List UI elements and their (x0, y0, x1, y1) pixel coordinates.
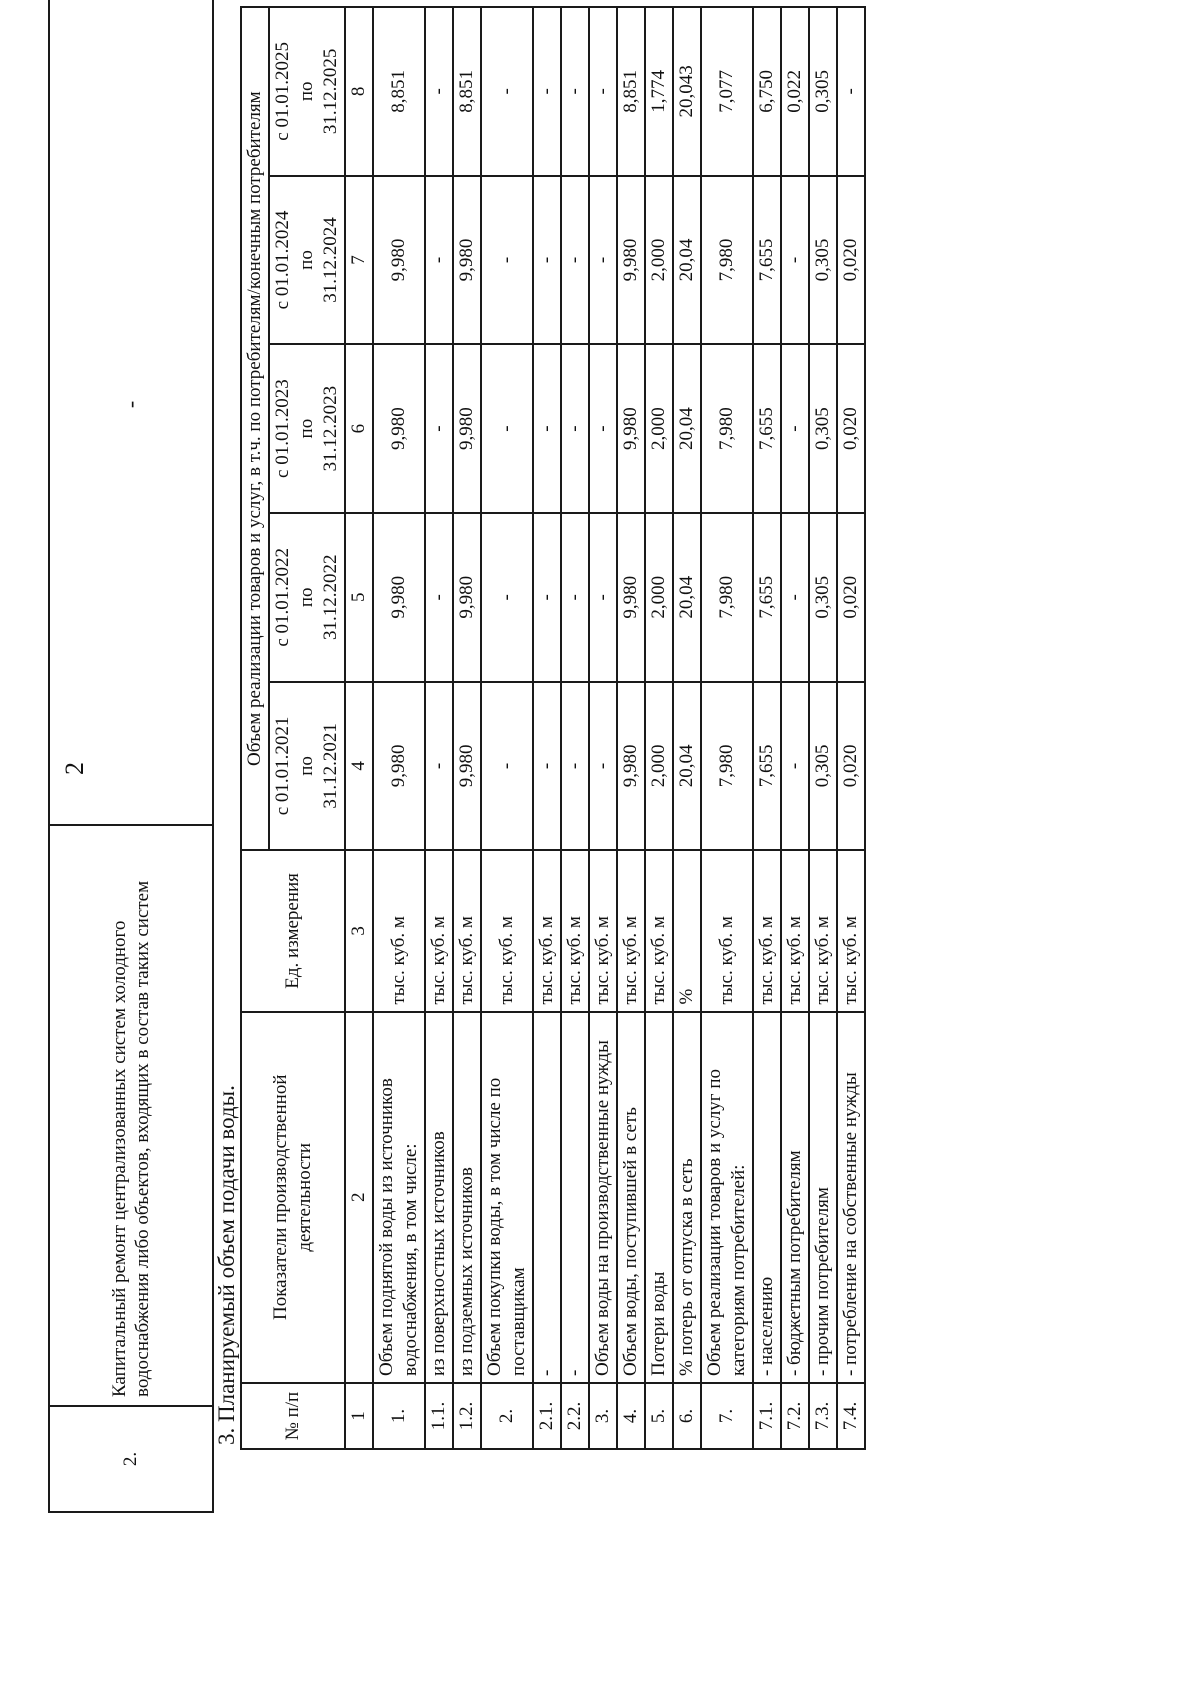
row-number: 5. (645, 1383, 673, 1449)
row-value: 2,000 (645, 513, 673, 682)
row-value: 7,980 (701, 682, 753, 851)
index-cell: 3 (345, 850, 373, 1011)
row-value: 8,851 (373, 7, 425, 176)
row-value: 2,000 (645, 682, 673, 851)
table-row (561, 7, 589, 1449)
row-unit: тыс. куб. м (837, 850, 865, 1011)
row-value: - (533, 176, 561, 345)
row-value: 9,980 (617, 513, 645, 682)
row-value: - (781, 344, 809, 513)
index-cell: 8 (345, 7, 373, 176)
row-value: 7,655 (753, 513, 781, 682)
table-row (701, 7, 753, 1449)
row-value: 2,000 (645, 344, 673, 513)
header-num: № п/п (241, 1383, 345, 1449)
row-value: 7,980 (701, 513, 753, 682)
row-number: 6. (673, 1383, 701, 1449)
row-value: - (561, 513, 589, 682)
row-value: 9,980 (617, 344, 645, 513)
row-unit: тыс. куб. м (533, 850, 561, 1011)
row-value: - (589, 344, 617, 513)
water-supply-table (240, 6, 866, 1450)
row-unit: тыс. куб. м (753, 850, 781, 1011)
row-value: 7,655 (753, 344, 781, 513)
row-value: 20,04 (673, 344, 701, 513)
row-value: - (481, 176, 533, 345)
row-value: 7,980 (701, 344, 753, 513)
row-number: 7.3. (809, 1383, 837, 1449)
row-value: - (561, 7, 589, 176)
row-unit: тыс. куб. м (425, 850, 453, 1011)
row-value: 20,04 (673, 513, 701, 682)
row-value: 0,305 (809, 513, 837, 682)
row-unit: % (673, 850, 701, 1011)
row-value: 9,980 (373, 344, 425, 513)
row-value: 0,020 (837, 176, 865, 345)
row-value: 0,020 (837, 513, 865, 682)
table-row (617, 7, 645, 1449)
row-unit: тыс. куб. м (617, 850, 645, 1011)
row-value: 9,980 (373, 513, 425, 682)
row-indicator: Объем воды, поступившей в сеть (617, 1012, 645, 1383)
row-value: 9,980 (373, 682, 425, 851)
row-value: - (589, 176, 617, 345)
row-text: Капитальный ремонт централизованных систем холодного водоснабжения либо объектов, входящих в состав таких систем (49, 825, 213, 1406)
row-value: - (533, 344, 561, 513)
row-value: 0,020 (837, 682, 865, 851)
row-value: 0,305 (809, 682, 837, 851)
header-row (241, 7, 269, 1449)
row-value: 9,980 (453, 682, 481, 851)
row-value: - (533, 7, 561, 176)
header-unit: Ед. измерения (241, 850, 345, 1011)
table-row (49, 0, 213, 1512)
row-value: - (561, 344, 589, 513)
row-value: 0,305 (809, 344, 837, 513)
row-unit: тыс. куб. м (645, 850, 673, 1011)
row-value: - (481, 513, 533, 682)
row-value: - (425, 344, 453, 513)
row-indicator: - потребление на собственные нужды (837, 1012, 865, 1383)
row-number: 2.1. (533, 1383, 561, 1449)
row-number: 1.1. (425, 1383, 453, 1449)
row-unit: тыс. куб. м (453, 850, 481, 1011)
table-row (837, 7, 865, 1449)
row-value: - (49, 0, 213, 825)
row-number: 7.2. (781, 1383, 809, 1449)
row-number: 2.2. (561, 1383, 589, 1449)
row-value: - (781, 682, 809, 851)
row-indicator: % потерь от отпуска в сеть (673, 1012, 701, 1383)
row-indicator: - бюджетным потребителям (781, 1012, 809, 1383)
row-number: 1. (373, 1383, 425, 1449)
row-number: 4. (617, 1383, 645, 1449)
row-value: 7,980 (701, 176, 753, 345)
row-value: 0,020 (837, 344, 865, 513)
row-value: - (589, 7, 617, 176)
row-number: 2. (481, 1383, 533, 1449)
table-row (781, 7, 809, 1449)
capital-repair-table (48, 0, 214, 1513)
row-value: - (425, 7, 453, 176)
row-number: 1.2. (453, 1383, 481, 1449)
row-value: 8,851 (453, 7, 481, 176)
row-value: - (425, 176, 453, 345)
row-unit: тыс. куб. м (809, 850, 837, 1011)
row-number: 7. (701, 1383, 753, 1449)
header-indicator: Показатели производственной деятельности (241, 1012, 345, 1383)
row-value: 9,980 (617, 176, 645, 345)
row-unit: тыс. куб. м (701, 850, 753, 1011)
index-cell: 6 (345, 344, 373, 513)
row-indicator: Потери воды (645, 1012, 673, 1383)
row-indicator: - (533, 1012, 561, 1383)
index-cell: 4 (345, 682, 373, 851)
header-period: с 01.01.2025 по 31.12.2025 (269, 7, 345, 176)
row-value: 0,305 (809, 7, 837, 176)
header-period: с 01.01.2022 по 31.12.2022 (269, 513, 345, 682)
row-value: 8,851 (617, 7, 645, 176)
row-indicator: из поверхностных источников (425, 1012, 453, 1383)
row-value: 7,655 (753, 682, 781, 851)
row-value: - (425, 682, 453, 851)
row-value: 9,980 (373, 176, 425, 345)
row-indicator: Объем покупки воды, в том числе по поставщикам (481, 1012, 533, 1383)
table-row (481, 7, 533, 1449)
row-value: 20,04 (673, 176, 701, 345)
header-period: с 01.01.2021 по 31.12.2021 (269, 682, 345, 851)
row-indicator: - прочим потребителям (809, 1012, 837, 1383)
index-cell: 7 (345, 176, 373, 345)
row-value: 7,077 (701, 7, 753, 176)
row-number: 7.4. (837, 1383, 865, 1449)
row-value: - (425, 513, 453, 682)
index-cell: 5 (345, 513, 373, 682)
row-value: 0,022 (781, 7, 809, 176)
header-group: Объем реализации товаров и услуг, в т.ч. по потребителям/конечным потребителям (241, 7, 269, 850)
row-value: 9,980 (453, 513, 481, 682)
index-cell: 2 (345, 1012, 373, 1383)
row-value: 9,980 (453, 344, 481, 513)
row-value: - (837, 7, 865, 176)
table-row (589, 7, 617, 1449)
section-title: 3. Планируемый объем подачи воды. (214, 1085, 239, 1445)
index-cell: 1 (345, 1383, 373, 1449)
row-unit: тыс. куб. м (373, 850, 425, 1011)
row-value: 2,000 (645, 176, 673, 345)
table-row (453, 7, 481, 1449)
page-number: 2 (60, 762, 89, 775)
row-value: - (561, 682, 589, 851)
table-row (645, 7, 673, 1449)
header-period: с 01.01.2024 по 31.12.2024 (269, 176, 345, 345)
row-value: - (781, 176, 809, 345)
index-row (345, 7, 373, 1449)
header-period: с 01.01.2023 по 31.12.2023 (269, 344, 345, 513)
row-value: - (533, 513, 561, 682)
row-value: - (481, 7, 533, 176)
row-indicator: Объем воды на производственные нужды (589, 1012, 617, 1383)
row-value: 9,980 (453, 176, 481, 345)
row-indicator: - населению (753, 1012, 781, 1383)
row-value: 0,305 (809, 176, 837, 345)
row-unit: тыс. куб. м (589, 850, 617, 1011)
row-number: 2. (49, 1406, 213, 1512)
row-unit: тыс. куб. м (481, 850, 533, 1011)
row-indicator: из подземных источников (453, 1012, 481, 1383)
row-indicator: - (561, 1012, 589, 1383)
row-value: - (589, 682, 617, 851)
table-row (425, 7, 453, 1449)
table-row (533, 7, 561, 1449)
row-indicator: Объем реализации товаров и услуг по категориям потребителей: (701, 1012, 753, 1383)
row-value: - (481, 682, 533, 851)
row-value: - (533, 682, 561, 851)
row-unit: тыс. куб. м (781, 850, 809, 1011)
row-unit: тыс. куб. м (561, 850, 589, 1011)
row-value: 7,655 (753, 176, 781, 345)
row-value: 1,774 (645, 7, 673, 176)
row-value: - (561, 176, 589, 345)
table-row (373, 7, 425, 1449)
row-value: 6,750 (753, 7, 781, 176)
row-value: 20,043 (673, 7, 701, 176)
row-value: - (589, 513, 617, 682)
row-value: - (481, 344, 533, 513)
row-number: 7.1. (753, 1383, 781, 1449)
row-value: 20,04 (673, 682, 701, 851)
table-row (673, 7, 701, 1449)
row-value: 9,980 (617, 682, 645, 851)
row-indicator: Объем поднятой воды из источников водоснабжения, в том числе: (373, 1012, 425, 1383)
row-value: - (781, 513, 809, 682)
table-row (753, 7, 781, 1449)
row-number: 3. (589, 1383, 617, 1449)
table-row (809, 7, 837, 1449)
